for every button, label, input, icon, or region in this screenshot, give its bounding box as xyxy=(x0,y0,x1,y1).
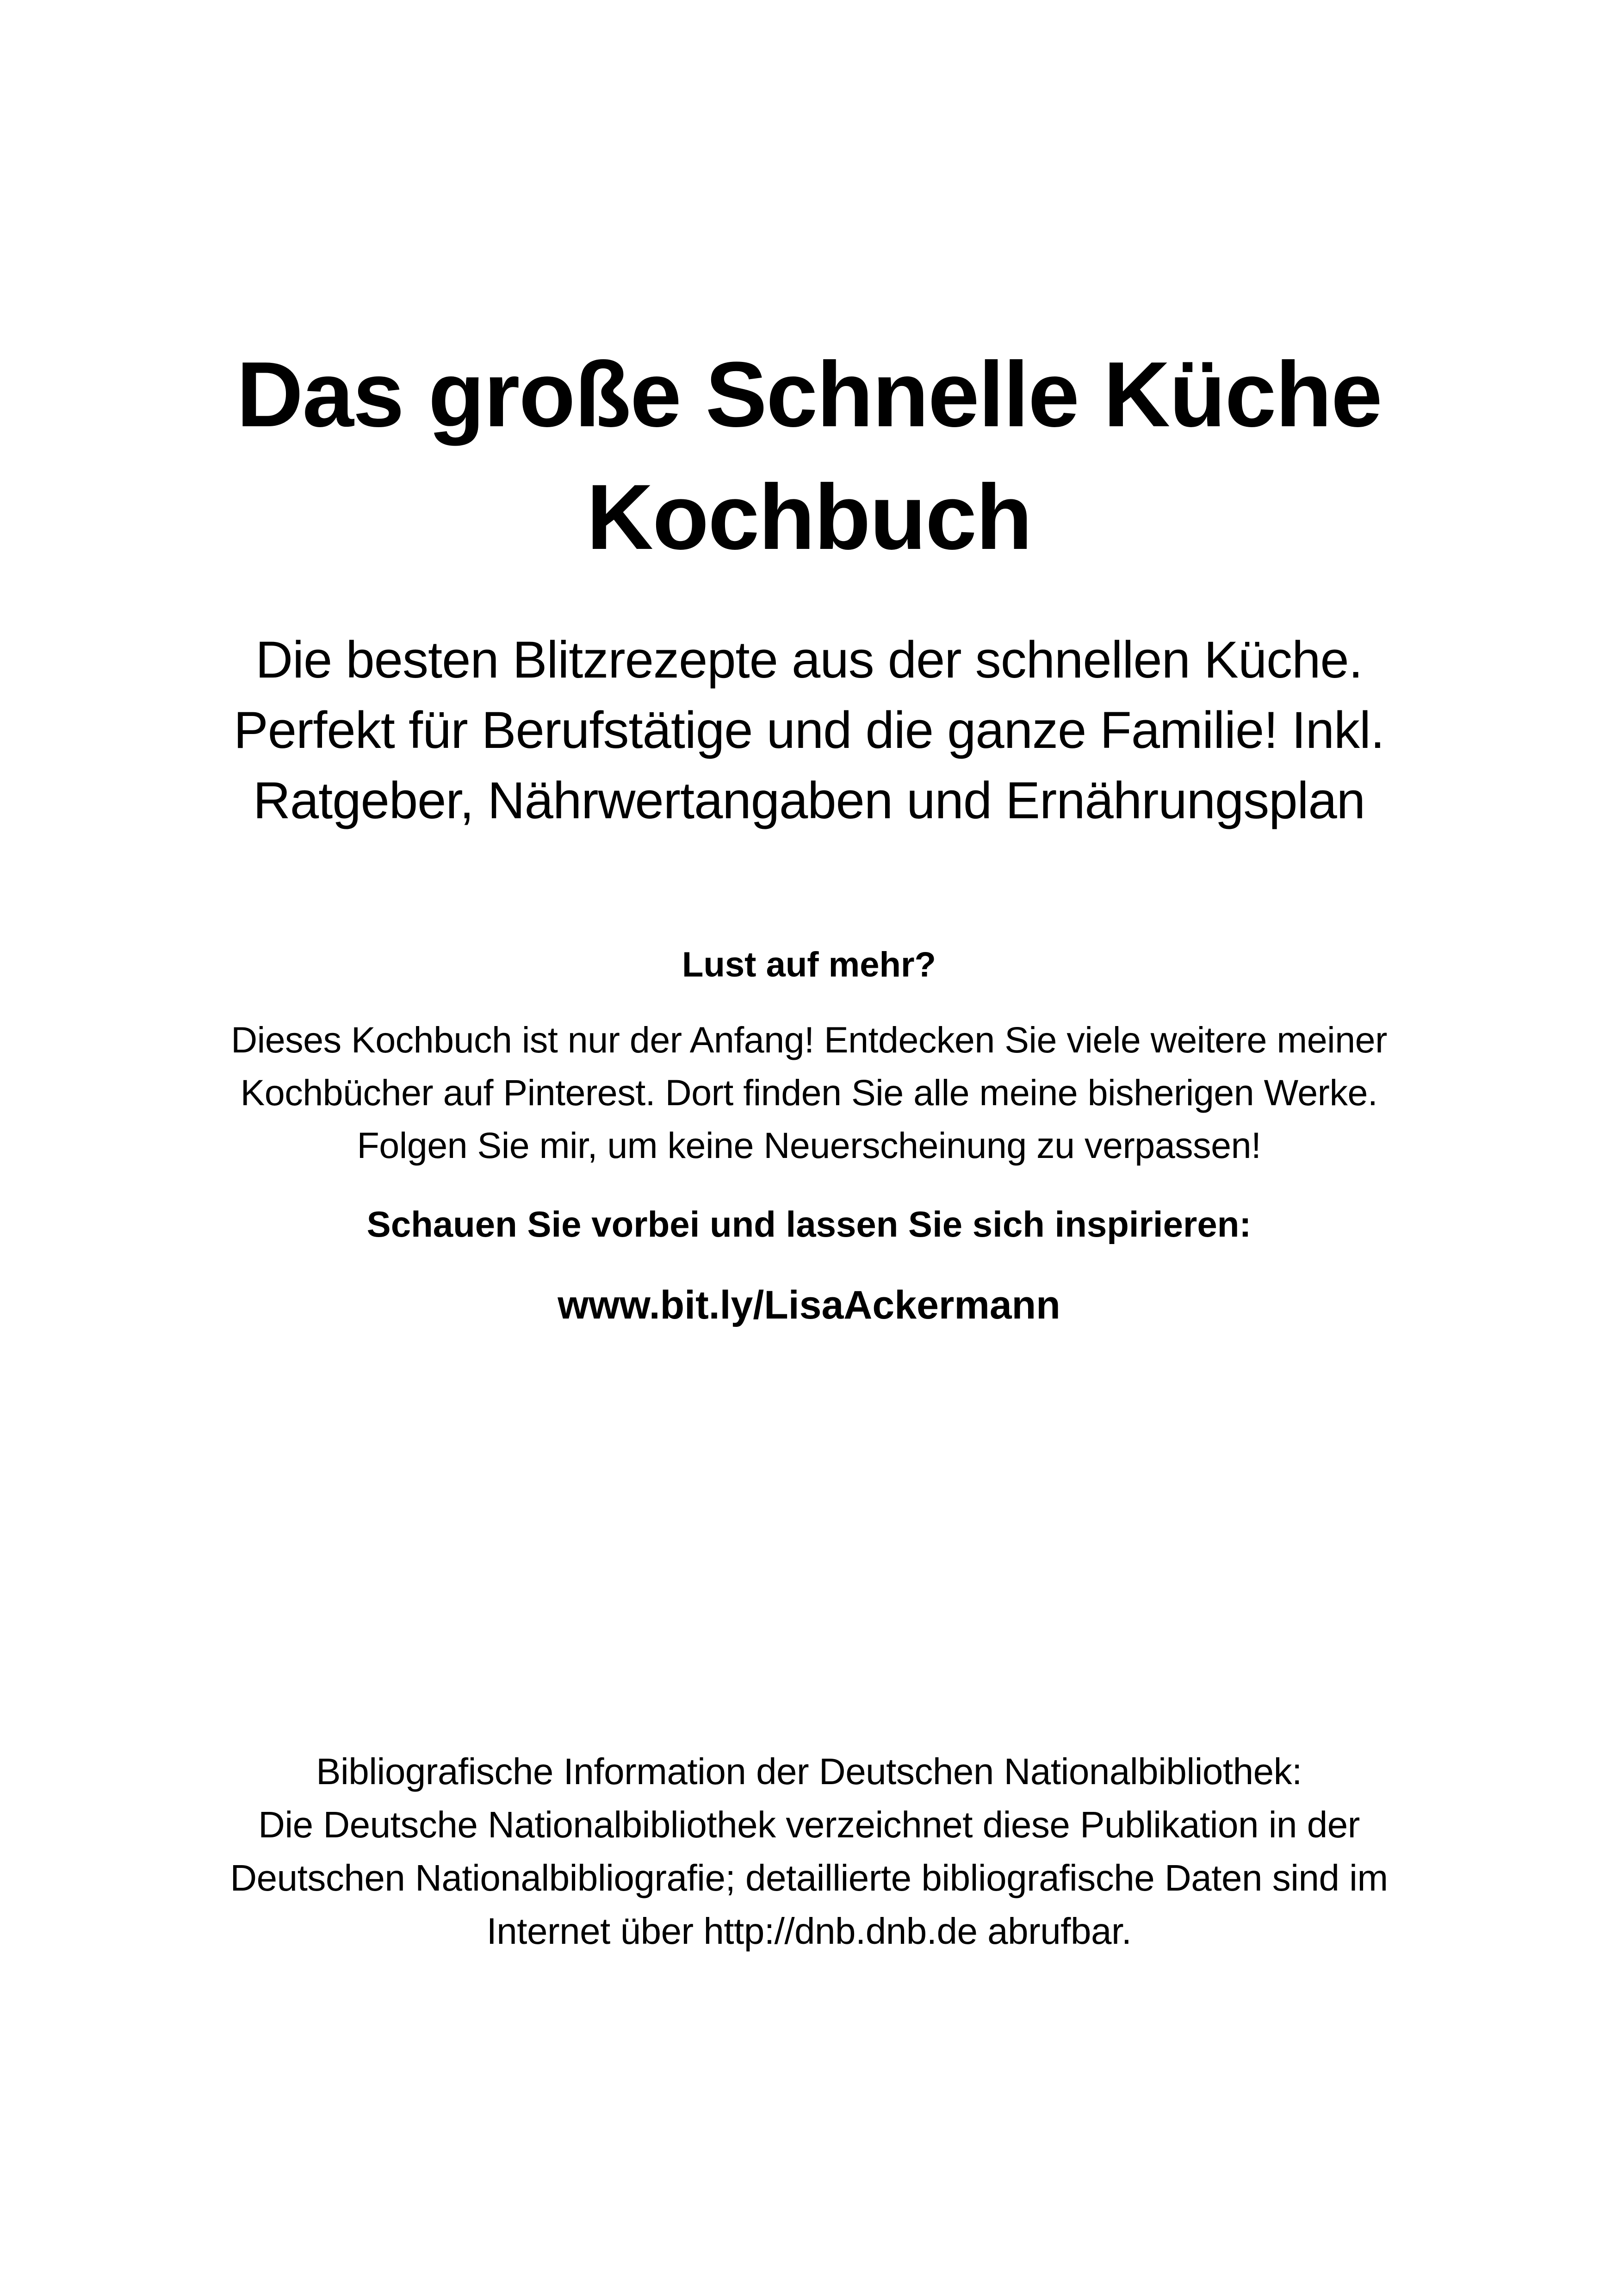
bibliographic-notice xyxy=(0,1745,1618,1958)
promo-text xyxy=(0,1014,1618,1172)
book-subtitle xyxy=(0,625,1618,836)
promo-text-line: Dieses Kochbuch ist nur der Anfang! Entdecken Sie viele weitere meiner xyxy=(231,1019,1387,1060)
promo-text-line: Folgen Sie mir, um keine Neuerscheinung zu verpassen! xyxy=(357,1125,1261,1166)
bibliographic-line: Deutschen Nationalbibliografie; detaillierte bibliografische Daten sind im xyxy=(230,1857,1388,1898)
bibliographic-line: Bibliografische Information der Deutschen Nationalbibliothek: xyxy=(316,1751,1302,1792)
book-subtitle-line: Perfekt für Berufstätige und die ganze Familie! Inkl. xyxy=(234,701,1384,759)
promo-call-to-action: Schauen Sie vorbei und lassen Sie sich inspirieren: xyxy=(366,1204,1252,1244)
promo-heading: Lust auf mehr? xyxy=(682,945,936,984)
book-subtitle-line: Ratgeber, Nährwertangaben und Ernährungsplan xyxy=(253,772,1365,829)
book-subtitle-line: Die besten Blitzrezepte aus der schnellen Küche. xyxy=(255,631,1363,689)
bibliographic-line: Die Deutsche Nationalbibliothek verzeichnet diese Publikation in der xyxy=(258,1804,1360,1845)
pinterest-link[interactable]: www.bit.ly/LisaAckermann xyxy=(558,1283,1060,1327)
book-title xyxy=(0,333,1618,579)
bibliographic-line: Internet über http://dnb.dnb.de abrufbar. xyxy=(486,1910,1132,1952)
book-title-line: Kochbuch xyxy=(586,466,1032,569)
promo-text-line: Kochbücher auf Pinterest. Dort finden Sie alle meine bisherigen Werke. xyxy=(240,1072,1378,1113)
book-title-line: Das große Schnelle Küche xyxy=(236,343,1382,446)
